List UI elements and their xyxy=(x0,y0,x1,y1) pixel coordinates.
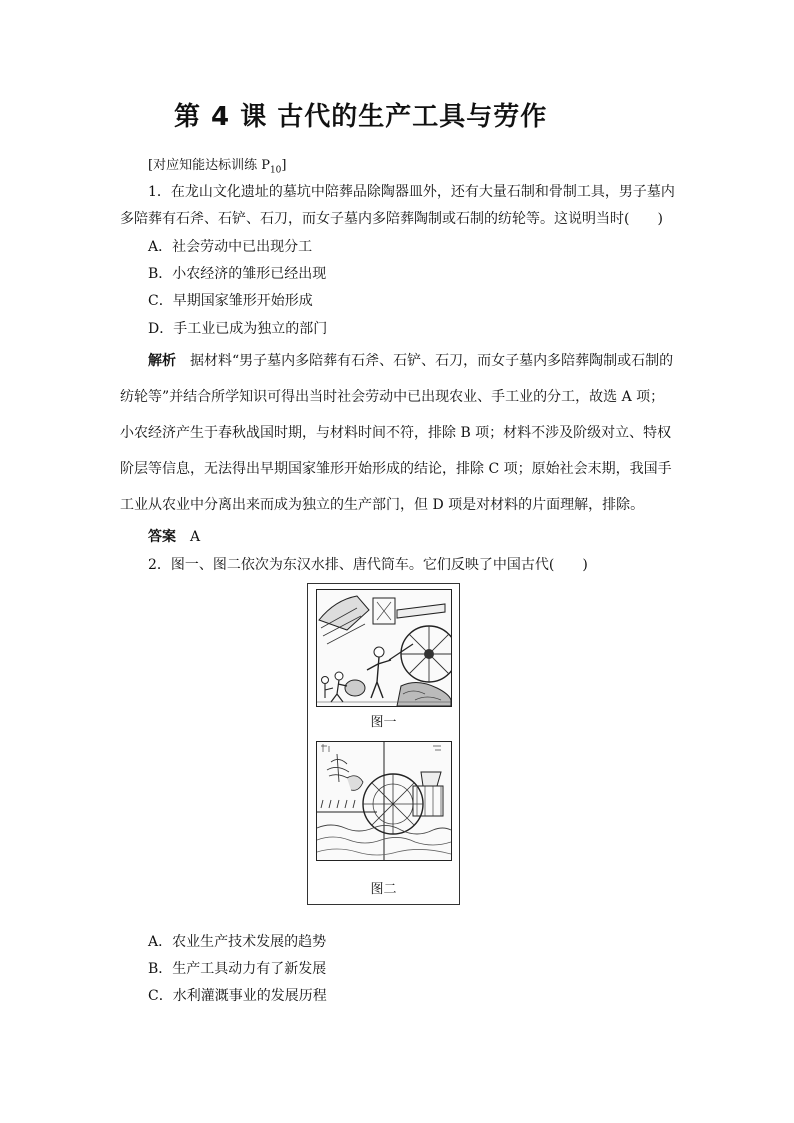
q1-analysis-line-1 xyxy=(148,351,673,371)
lesson-title: 第 4 课 古代的生产工具与劳作 xyxy=(174,102,548,132)
analysis-label: 解析 xyxy=(148,353,176,369)
answer-label: 答案 xyxy=(148,529,176,545)
q1-option-c: C．早期国家雏形开始形成 xyxy=(148,293,313,309)
q1-option-d: D．手工业已成为独立的部门 xyxy=(148,321,328,337)
q1-option-a: A．社会劳动中已出现分工 xyxy=(148,239,313,255)
figure-panel xyxy=(307,583,460,905)
source-page-subscript: 10 xyxy=(269,165,282,176)
q1-answer xyxy=(148,527,200,547)
q2-option-b: B．生产工具动力有了新发展 xyxy=(148,961,327,977)
water-bellows-drawing xyxy=(317,590,451,706)
source-prefix: [对应知能达标训练 P xyxy=(148,158,270,173)
source-suffix: ] xyxy=(281,158,287,173)
tube-wheel-drawing xyxy=(317,742,451,860)
q1-analysis-line-2: 纺轮等”并结合所学知识可得出当时社会劳动中已出现农业、手工业的分工，故选 A 项； xyxy=(120,389,665,405)
q1-analysis-line-4: 阶层等信息，无法得出早期国家雏形开始形成的结论，排除 C 项；原始社会末期，我国手 xyxy=(120,461,672,477)
figure-1-water-bellows-illustration xyxy=(316,589,452,707)
q2-option-a: A．农业生产技术发展的趋势 xyxy=(148,934,327,950)
q1-analysis-line-3: 小农经济产生于春秋战国时期，与材料时间不符，排除 B 项；材料不涉及阶级对立、特权 xyxy=(120,425,672,441)
q1-stem-line-1: 1．在龙山文化遗址的墓坑中陪葬品除陶器皿外，还有大量石制和骨制工具，男子墓内 xyxy=(148,184,675,200)
figure-1-caption: 图一 xyxy=(370,715,397,730)
figure-2-tube-wheel-illustration xyxy=(316,741,452,861)
analysis-text-1: 据材料“男子墓内多陪葬有石斧、石铲、石刀，而女子墓内多陪葬陶制或石制的 xyxy=(190,353,674,369)
answer-value: A xyxy=(190,529,201,545)
figure-2-caption: 图二 xyxy=(370,882,397,897)
q1-analysis-line-5: 工业从农业中分离出来而成为独立的生产部门，但 D 项是对材料的片面理解，排除。 xyxy=(120,497,645,513)
q1-option-b: B．小农经济的雏形已经出现 xyxy=(148,266,327,282)
q2-option-c: C．水利灌溉事业的发展历程 xyxy=(148,988,327,1004)
source-reference xyxy=(148,154,286,176)
q2-stem: 2．图一、图二依次为东汉水排、唐代筒车。它们反映了中国古代( ) xyxy=(148,557,588,573)
q1-stem-line-2: 多陪葬有石斧、石铲、石刀，而女子墓内多陪葬陶制或石制的纺轮等。这说明当时( ) xyxy=(120,211,663,227)
